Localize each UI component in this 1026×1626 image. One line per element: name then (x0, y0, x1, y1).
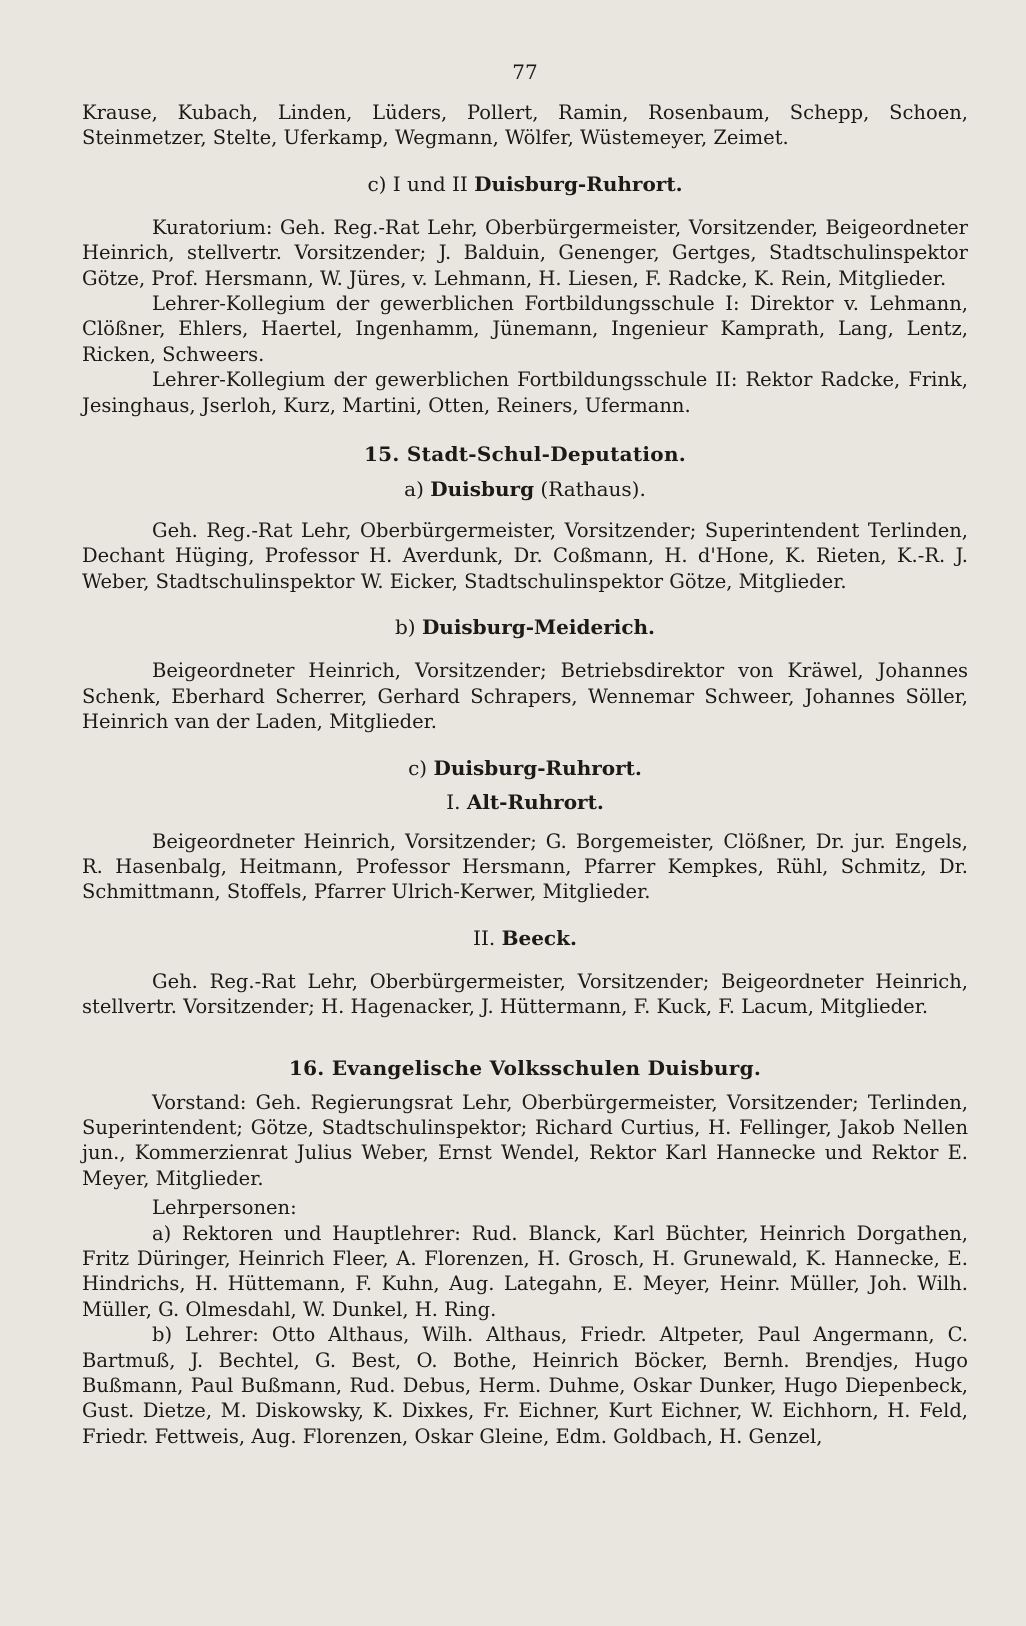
section-16-name: Evangelische Volksschulen Duisburg. (331, 1055, 762, 1080)
section-15a-paragraph: Geh. Reg.-Rat Lehr, Oberbürgermeister, Vorsitzender; Superintendent Terlinden, Dechant Hüging, Professor H. Averdunk, Dr. Coßmann, H. d'Hone, K. Rieten, K.-R. J. Weber, Stadtschulinspektor W. Eicker, Stadtschulinspektor Götze, Mitglieder. (82, 519, 968, 593)
heading-15b-prefix: b) (394, 615, 416, 640)
lehrer-paragraph: b) Lehrer: Otto Althaus, Wilh. Althaus, Friedr. Altpeter, Paul Angermann, C. Bartmuß, J. Bechtel, G. Best, O. Bothe, Heinrich Böcker, Bernh. Brendjes, Hugo Bußmann, Paul Bußmann, Rud. Debus, Herm. Duhme, Oskar Dunker, Hugo Diepenbeck, Gust. Dietze, M. Diskowsky, K. Dixkes, Fr. Eichner, Kurt Eichner, W. Eichhorn, H. Feld, Friedr. Fettweis, Aug. Florenzen, Oskar Gleine, Edm. Goldbach, H. Genzel, (82, 1323, 968, 1448)
section-15-name: Stadt-Schul-Deputation. (406, 442, 687, 467)
heading-15c-place: Duisburg-Ruhrort. (433, 755, 642, 780)
heading-15b-place: Duisburg-Meiderich. (421, 615, 656, 640)
section-15-number: 15. (363, 442, 400, 467)
section-15c-i-paragraph: Beigeordneter Heinrich, Vorsitzender; G. Borgemeister, Clößner, Dr. jur. Engels, R. Hasenbalg, Heitmann, Professor Hersmann, Pfarrer Kempkes, Rühl, Schmitz, Dr. Schmittmann, Stoffels, Pfarrer Ulrich-Kerwer, Mitglieder. (82, 829, 968, 904)
section-15b-paragraph: Beigeordneter Heinrich, Vorsitzender; Betriebsdirektor von Kräwel, Johannes Schenk, Eberhard Scherrer, Gerhard Schrapers, Wennemar Schweer, Johannes Söller, Heinrich van der Laden, Mitglieder. (82, 659, 968, 734)
lehrpersonen-label: Lehrpersonen: (152, 1196, 297, 1220)
heading-15c (82, 755, 968, 781)
section-16-number: 16. (288, 1055, 325, 1080)
heading-15a (82, 476, 968, 502)
heading-15c-ii-prefix: II. (473, 925, 496, 950)
heading-15c-i-prefix: I. (446, 789, 461, 814)
page-number: 77 (512, 60, 538, 84)
heading-14c (82, 171, 968, 197)
section-16-title (82, 1054, 968, 1082)
heading-15c-i (82, 789, 968, 815)
section-15c-ii-paragraph: Geh. Reg.-Rat Lehr, Oberbürgermeister, Vorsitzender; Beigeordneter Heinrich, stellvertr. Vorsitzender; H. Hagenacker, J. Hüttermann, F. Kuck, F. Lacum, Mitglieder. (82, 969, 968, 1019)
heading-15c-i-place: Alt-Ruhrort. (466, 789, 604, 814)
intro-paragraph: Krause, Kubach, Linden, Lüders, Pollert, Ramin, Rosenbaum, Schepp, Schoen, Steinmetzer, Stelte, Uferkamp, Wegmann, Wölfer, Wüstemeyer, Zeimet. (82, 101, 968, 150)
heading-15c-ii (82, 925, 968, 951)
heading-15a-place: Duisburg (430, 477, 535, 502)
kollegium-2-paragraph: Lehrer-Kollegium der gewerblichen Fortbildungsschule II: Rektor Radcke, Frink, Jesinghaus, Jserloh, Kurz, Martini, Otten, Reiners, Ufermann. (82, 368, 968, 417)
heading-15b (82, 614, 968, 640)
rektoren-paragraph: a) Rektoren und Hauptlehrer: Rud. Blanck, Karl Büchter, Heinrich Dorgathen, Fritz Düringer, Heinrich Fleer, A. Florenzen, H. Grosch, H. Grunewald, K. Hannecke, E. Hindrichs, H. Hüttemann, F. Kuhn, Aug. Lategahn, E. Meyer, Heinr. Müller, Joh. Wilh. Müller, G. Olmesdahl, W. Dunkel, H. Ring. (82, 1221, 968, 1321)
kollegium-1-paragraph: Lehrer-Kollegium der gewerblichen Fortbildungsschule I: Direktor v. Lehmann, Clößner, Ehlers, Haertel, Ingenhamm, Jünemann, Ingenieur Kamprath, Lang, Lentz, Ricken, Schweers. (82, 292, 968, 366)
heading-15a-prefix: a) (404, 477, 424, 502)
section-15-title (82, 440, 968, 468)
heading-15c-prefix: c) (408, 755, 428, 780)
heading-14c-prefix: c) I und II (367, 171, 468, 196)
heading-15c-ii-place: Beeck. (501, 925, 577, 950)
heading-15a-suffix: (Rathaus). (540, 477, 646, 502)
vorstand-paragraph: Vorstand: Geh. Regierungsrat Lehr, Oberbürgermeister, Vorsitzender; Terlinden, Superintendent; Götze, Stadtschulinspektor; Richard Curtius, H. Fellinger, Jakob Nellen jun., Kommerzienrat Julius Weber, Ernst Wendel, Rektor Karl Hannecke und Rektor E. Meyer, Mitglieder. (82, 1090, 968, 1190)
heading-14c-place: Duisburg-Ruhrort. (474, 171, 683, 196)
kuratorium-paragraph: Kuratorium: Geh. Reg.-Rat Lehr, Oberbürgermeister, Vorsitzender, Beigeordneter Heinrich, stellvertr. Vorsitzender; J. Balduin, Genenger, Gertges, Stadtschulinspektor Götze, Prof. Hersmann, W. Jüres, v. Lehmann, H. Liesen, F. Radcke, K. Rein, Mitglieder. (82, 215, 968, 290)
